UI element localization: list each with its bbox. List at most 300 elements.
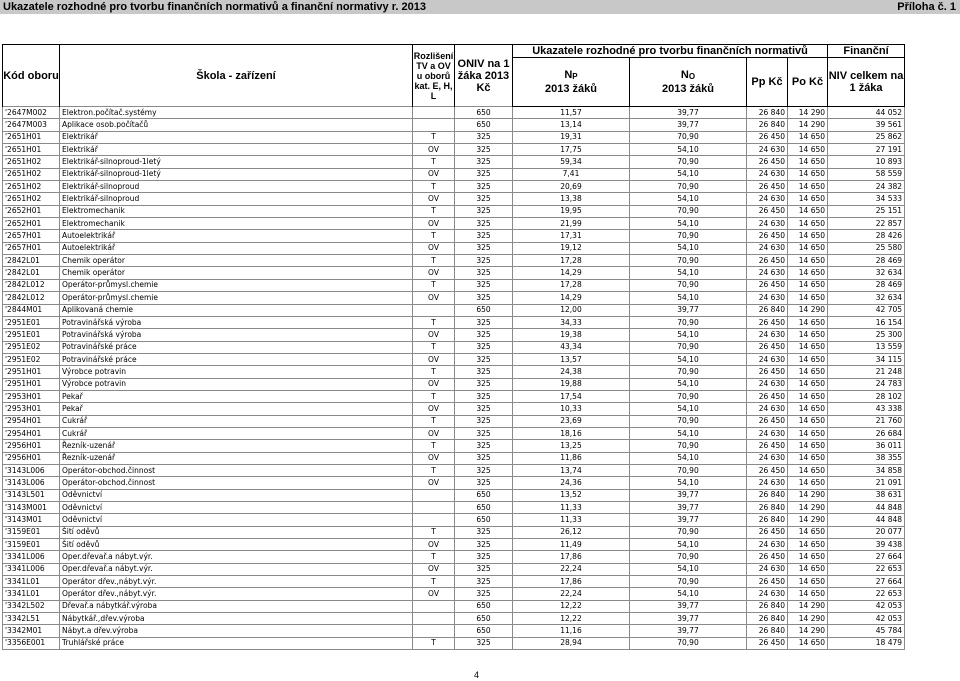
cell-no: 54,10 [630,267,747,279]
cell-po: 14 650 [788,353,828,365]
cell-niv: 28 426 [828,230,905,242]
cell-po: 14 650 [788,563,828,575]
cell-pp: 24 630 [747,378,788,390]
cell-skola: Elektron.počítač.systémy [60,107,413,119]
cell-po: 14 650 [788,156,828,168]
cell-no: 39,77 [630,119,747,131]
cell-oniv: 325 [455,230,513,242]
table-row [3,168,905,180]
cell-skola: Potravinářská výroba [60,329,413,341]
cell-pp: 26 840 [747,502,788,514]
cell-po: 14 650 [788,464,828,476]
header-np-rest: 2013 žáků [545,83,597,95]
cell-niv: 42 053 [828,613,905,625]
cell-oniv: 325 [455,637,513,649]
cell-no: 54,10 [630,329,747,341]
cell-np: 11,16 [513,625,630,637]
cell-kod: '2951E01 [3,329,60,341]
cell-skola: Šití oděvů [60,539,413,551]
cell-oniv: 325 [455,378,513,390]
cell-np: 12,22 [513,613,630,625]
cell-kod: '2953H01 [3,403,60,415]
cell-niv: 22 653 [828,588,905,600]
cell-pp: 24 630 [747,168,788,180]
cell-skola: Nábyt.a dřev.výroba [60,625,413,637]
cell-skola: Elektromechanik [60,218,413,230]
cell-kod: '2652H01 [3,205,60,217]
header-no-sub: O [688,72,696,81]
cell-niv: 24 783 [828,378,905,390]
cell-np: 28,94 [513,637,630,649]
cell-kod: '2657H01 [3,230,60,242]
cell-no: 70,90 [630,316,747,328]
cell-np: 21,99 [513,218,630,230]
cell-kod: '3341L01 [3,588,60,600]
cell-kod: '3356E001 [3,637,60,649]
cell-skola: Operátor-obchod.činnost [60,464,413,476]
cell-oniv: 325 [455,193,513,205]
cell-pp: 26 450 [747,551,788,563]
cell-po: 14 650 [788,440,828,452]
cell-rozliseni: T [413,341,455,353]
cell-kod: '2651H02 [3,156,60,168]
cell-po: 14 650 [788,205,828,217]
cell-np: 17,75 [513,144,630,156]
cell-oniv: 650 [455,625,513,637]
cell-po: 14 650 [788,341,828,353]
table-row [3,502,905,514]
table-row [3,279,905,291]
cell-kod: '2842L01 [3,255,60,267]
cell-po: 14 290 [788,119,828,131]
cell-pp: 26 450 [747,255,788,267]
table-row [3,107,905,119]
cell-pp: 26 450 [747,181,788,193]
cell-np: 14,29 [513,292,630,304]
cell-niv: 58 559 [828,168,905,180]
cell-kod: '2951H01 [3,378,60,390]
cell-skola: Aplikace osob.počítačů [60,119,413,131]
table-row [3,205,905,217]
cell-np: 19,31 [513,131,630,143]
cell-po: 14 650 [788,279,828,291]
table-row [3,119,905,131]
cell-no: 39,77 [630,107,747,119]
cell-niv: 38 355 [828,452,905,464]
cell-skola: Operátor dřev.,nábyt.výr. [60,588,413,600]
cell-no: 70,90 [630,131,747,143]
cell-niv: 21 760 [828,415,905,427]
cell-no: 39,77 [630,600,747,612]
cell-niv: 34 858 [828,464,905,476]
cell-rozliseni: OV [413,563,455,575]
cell-pp: 26 450 [747,341,788,353]
cell-pp: 26 450 [747,415,788,427]
cell-po: 14 650 [788,218,828,230]
cell-po: 14 650 [788,366,828,378]
cell-rozliseni [413,119,455,131]
cell-oniv: 325 [455,563,513,575]
cell-skola: Operátor dřev.,nábyt.výr. [60,576,413,588]
cell-no: 39,77 [630,502,747,514]
cell-niv: 22 653 [828,563,905,575]
cell-oniv: 325 [455,341,513,353]
cell-np: 12,00 [513,304,630,316]
table-row [3,267,905,279]
cell-skola: Dřevař.a nábytkář.výroba [60,600,413,612]
cell-niv: 27 664 [828,576,905,588]
cell-no: 54,10 [630,353,747,365]
cell-kod: '3143M01 [3,514,60,526]
cell-skola: Elektromechanik [60,205,413,217]
cell-pp: 24 630 [747,403,788,415]
cell-kod: '2951E02 [3,353,60,365]
cell-np: 13,74 [513,464,630,476]
cell-skola: Chemik operátor [60,267,413,279]
cell-oniv: 325 [455,267,513,279]
cell-niv: 34 533 [828,193,905,205]
header-niv: NIV celkem na 1 žáka [828,58,905,107]
cell-pp: 26 840 [747,613,788,625]
cell-kod: '2842L01 [3,267,60,279]
cell-oniv: 325 [455,576,513,588]
cell-skola: Pekař [60,403,413,415]
cell-np: 17,86 [513,576,630,588]
cell-oniv: 325 [455,329,513,341]
table-row [3,563,905,575]
cell-no: 54,10 [630,403,747,415]
cell-rozliseni: T [413,181,455,193]
cell-kod: '2951H01 [3,366,60,378]
cell-rozliseni: T [413,156,455,168]
table-row [3,403,905,415]
cell-no: 70,90 [630,440,747,452]
cell-rozliseni: T [413,464,455,476]
cell-kod: '2954H01 [3,427,60,439]
cell-rozliseni: OV [413,267,455,279]
cell-po: 14 650 [788,181,828,193]
cell-kod: '2956H01 [3,452,60,464]
cell-po: 14 650 [788,131,828,143]
cell-pp: 26 450 [747,526,788,538]
cell-oniv: 650 [455,514,513,526]
header-po: Po Kč [788,58,828,107]
cell-pp: 24 630 [747,144,788,156]
cell-np: 12,22 [513,600,630,612]
cell-np: 17,54 [513,390,630,402]
cell-po: 14 650 [788,292,828,304]
cell-no: 54,10 [630,144,747,156]
header-skola: Škola - zařízení [60,45,413,107]
normative-table-container [2,44,904,650]
cell-skola: Řezník-uzenář [60,452,413,464]
cell-po: 14 650 [788,316,828,328]
cell-po: 14 650 [788,242,828,254]
cell-np: 43,34 [513,341,630,353]
cell-oniv: 325 [455,551,513,563]
cell-skola: Řezník-uzenář [60,440,413,452]
cell-oniv: 325 [455,205,513,217]
header-group-financni: Finanční [828,45,905,58]
cell-niv: 28 102 [828,390,905,402]
table-row [3,131,905,143]
cell-po: 14 290 [788,502,828,514]
table-row [3,230,905,242]
header-no-main: N [680,69,689,81]
appendix-label: Příloha č. 1 [897,1,956,13]
cell-kod: '3342M01 [3,625,60,637]
cell-rozliseni: T [413,205,455,217]
cell-oniv: 650 [455,107,513,119]
cell-kod: '3341L006 [3,551,60,563]
cell-po: 14 650 [788,637,828,649]
cell-kod: '3159E01 [3,539,60,551]
cell-oniv: 325 [455,218,513,230]
cell-pp: 26 450 [747,230,788,242]
cell-pp: 26 450 [747,576,788,588]
cell-np: 24,36 [513,477,630,489]
cell-oniv: 325 [455,464,513,476]
cell-rozliseni: OV [413,329,455,341]
cell-skola: Truhlářské práce [60,637,413,649]
cell-niv: 13 559 [828,341,905,353]
cell-no: 70,90 [630,279,747,291]
cell-pp: 26 450 [747,156,788,168]
cell-niv: 32 634 [828,267,905,279]
cell-niv: 39 561 [828,119,905,131]
table-body [3,107,905,650]
cell-no: 70,90 [630,255,747,267]
cell-np: 59,34 [513,156,630,168]
cell-pp: 26 840 [747,489,788,501]
cell-skola: Chemik operátor [60,255,413,267]
cell-oniv: 325 [455,477,513,489]
cell-po: 14 650 [788,267,828,279]
cell-np: 7,41 [513,168,630,180]
page-header-bar [0,0,960,14]
cell-po: 14 290 [788,489,828,501]
cell-skola: Autoelektrikář [60,230,413,242]
cell-rozliseni: T [413,415,455,427]
cell-oniv: 325 [455,156,513,168]
cell-rozliseni [413,625,455,637]
cell-no: 70,90 [630,205,747,217]
cell-oniv: 650 [455,119,513,131]
table-row [3,600,905,612]
cell-pp: 26 450 [747,131,788,143]
cell-pp: 26 450 [747,316,788,328]
table-row [3,304,905,316]
cell-no: 54,10 [630,193,747,205]
cell-po: 14 290 [788,107,828,119]
table-row [3,514,905,526]
cell-skola: Elektrikář [60,131,413,143]
document-title: Ukazatele rozhodné pro tvorbu finančních normativů a finanční normativy r. 2013 [3,1,426,13]
cell-rozliseni: OV [413,452,455,464]
cell-rozliseni: OV [413,477,455,489]
cell-no: 54,10 [630,378,747,390]
cell-pp: 24 630 [747,452,788,464]
table-row [3,576,905,588]
table-row [3,218,905,230]
table-row [3,551,905,563]
cell-niv: 34 115 [828,353,905,365]
cell-po: 14 650 [788,168,828,180]
cell-pp: 26 840 [747,107,788,119]
table-row [3,489,905,501]
cell-rozliseni [413,502,455,514]
cell-kod: '2651H01 [3,131,60,143]
cell-oniv: 325 [455,526,513,538]
table-row [3,526,905,538]
cell-niv: 27 664 [828,551,905,563]
cell-kod: '2956H01 [3,440,60,452]
cell-no: 54,10 [630,588,747,600]
cell-po: 14 650 [788,452,828,464]
header-kod-oboru: Kód oboru [3,45,60,107]
cell-rozliseni: OV [413,168,455,180]
cell-kod: '2651H02 [3,168,60,180]
cell-pp: 26 840 [747,514,788,526]
cell-po: 14 290 [788,613,828,625]
cell-niv: 10 893 [828,156,905,168]
table-row [3,353,905,365]
cell-pp: 26 450 [747,366,788,378]
cell-rozliseni [413,514,455,526]
cell-rozliseni: T [413,279,455,291]
cell-niv: 22 857 [828,218,905,230]
cell-skola: Elektrikář-silnoproud-1letý [60,168,413,180]
cell-skola: Elektrikář-silnoproud-1letý [60,156,413,168]
cell-niv: 26 684 [828,427,905,439]
cell-kod: '2951E01 [3,316,60,328]
cell-pp: 24 630 [747,588,788,600]
cell-kod: '3341L01 [3,576,60,588]
cell-np: 19,38 [513,329,630,341]
cell-rozliseni: T [413,131,455,143]
cell-np: 11,57 [513,107,630,119]
table-row [3,378,905,390]
cell-np: 24,38 [513,366,630,378]
cell-oniv: 325 [455,366,513,378]
cell-skola: Autoelektrikář [60,242,413,254]
cell-oniv: 650 [455,613,513,625]
cell-oniv: 325 [455,588,513,600]
table-row [3,366,905,378]
cell-pp: 24 630 [747,427,788,439]
cell-niv: 44 848 [828,502,905,514]
cell-np: 17,28 [513,279,630,291]
table-row [3,452,905,464]
table-row [3,292,905,304]
table-row [3,390,905,402]
cell-pp: 26 450 [747,637,788,649]
cell-skola: Operátor-průmysl.chemie [60,279,413,291]
cell-niv: 24 382 [828,181,905,193]
cell-po: 14 290 [788,600,828,612]
cell-np: 11,33 [513,514,630,526]
table-row [3,415,905,427]
cell-pp: 26 450 [747,440,788,452]
cell-skola: Oděvnictví [60,489,413,501]
cell-rozliseni: T [413,526,455,538]
cell-rozliseni: OV [413,427,455,439]
cell-oniv: 325 [455,415,513,427]
cell-kod: '2652H01 [3,218,60,230]
cell-oniv: 325 [455,242,513,254]
cell-skola: Výrobce potravin [60,366,413,378]
cell-niv: 44 848 [828,514,905,526]
cell-rozliseni [413,613,455,625]
cell-skola: Elektrikář-silnoproud [60,193,413,205]
cell-pp: 26 450 [747,205,788,217]
table-row [3,539,905,551]
cell-skola: Aplikovaná chemie [60,304,413,316]
cell-no: 54,10 [630,477,747,489]
cell-skola: Výrobce potravin [60,378,413,390]
cell-pp: 26 840 [747,600,788,612]
cell-kod: '3143L501 [3,489,60,501]
cell-skola: Oděvnictví [60,502,413,514]
cell-kod: '3342L502 [3,600,60,612]
table-row [3,316,905,328]
cell-pp: 24 630 [747,539,788,551]
cell-no: 70,90 [630,230,747,242]
cell-po: 14 650 [788,526,828,538]
cell-po: 14 650 [788,329,828,341]
table-row [3,613,905,625]
cell-pp: 24 630 [747,353,788,365]
cell-oniv: 325 [455,452,513,464]
cell-pp: 24 630 [747,267,788,279]
cell-po: 14 290 [788,625,828,637]
cell-np: 13,25 [513,440,630,452]
cell-np: 10,33 [513,403,630,415]
cell-rozliseni: T [413,390,455,402]
cell-np: 19,88 [513,378,630,390]
header-no-rest: 2013 žáků [662,83,714,95]
table-row [3,255,905,267]
cell-niv: 45 784 [828,625,905,637]
cell-po: 14 650 [788,378,828,390]
cell-rozliseni: OV [413,353,455,365]
cell-rozliseni [413,489,455,501]
cell-niv: 43 338 [828,403,905,415]
cell-pp: 24 630 [747,193,788,205]
cell-rozliseni: OV [413,242,455,254]
cell-oniv: 325 [455,353,513,365]
cell-kod: '2954H01 [3,415,60,427]
cell-no: 70,90 [630,464,747,476]
cell-kod: '3143M001 [3,502,60,514]
cell-rozliseni: OV [413,403,455,415]
table-row [3,242,905,254]
table-row [3,156,905,168]
cell-niv: 16 154 [828,316,905,328]
cell-kod: '2842L012 [3,279,60,291]
cell-np: 13,38 [513,193,630,205]
cell-pp: 26 450 [747,390,788,402]
cell-po: 14 650 [788,539,828,551]
cell-no: 54,10 [630,427,747,439]
cell-rozliseni: T [413,230,455,242]
header-pp: Pp Kč [747,58,788,107]
cell-pp: 26 450 [747,464,788,476]
cell-oniv: 325 [455,539,513,551]
cell-rozliseni: OV [413,588,455,600]
cell-np: 11,33 [513,502,630,514]
cell-oniv: 325 [455,440,513,452]
